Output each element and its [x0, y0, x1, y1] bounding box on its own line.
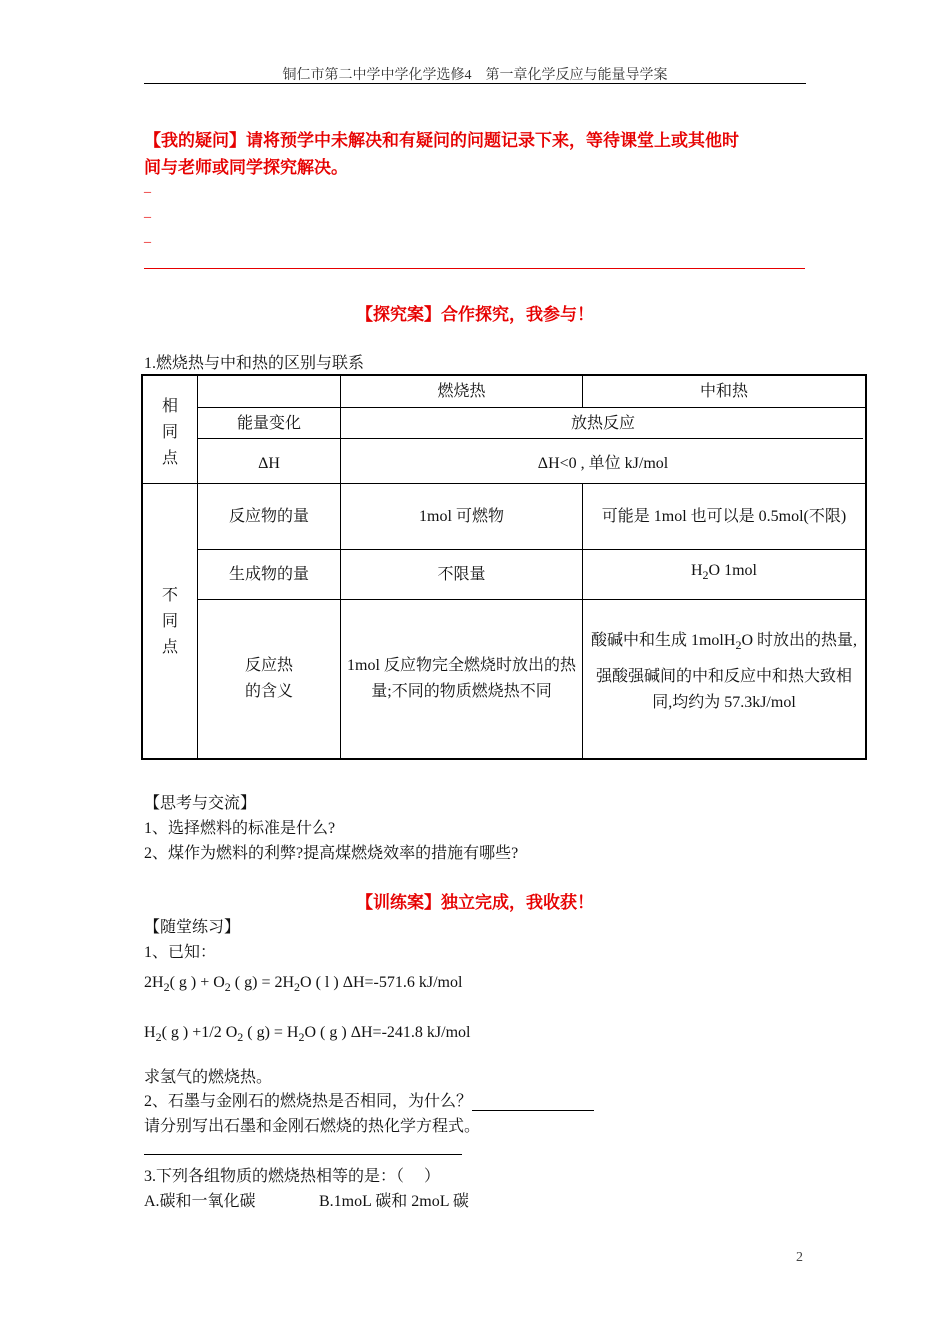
same-group-label: 相 同 点 — [161, 398, 178, 467]
question-line-2: 间与老师或同学探究解决。 — [144, 158, 348, 178]
reactant-amount-burn: 1mol 可燃物 — [419, 508, 504, 525]
reaction-heat-meaning-neutral: 酸碱中和生成 1molH$_2$O 时放出的热量, 强酸强碱间的中和反应中和热大致相 同,均约为 57.3kJ/mol — [590, 632, 857, 711]
question-2-followup: 请分别写出石墨和金刚石燃烧的热化学方程式。 — [144, 1118, 481, 1135]
reaction-heat-meaning-label: 反应热 的含义 — [244, 657, 293, 700]
question-2: 2、石墨与金刚石的燃烧热是否相同，为什么？ — [144, 1088, 594, 1111]
page-number: 2 — [796, 1250, 803, 1265]
diff-group-label: 不 同 点 — [161, 587, 178, 656]
think-question-1: 1、选择燃料的标准是什么? — [144, 820, 336, 837]
energy-change-value: 放热反应 — [570, 414, 635, 432]
answer-blank-1: _ — [144, 180, 151, 195]
table-bottom-border — [141, 758, 867, 760]
train-title: 【训练案】独立完成，我收获！ — [356, 893, 594, 913]
energy-change-label: 能量变化 — [236, 414, 301, 432]
product-amount-neutral: $H_2O$ 1mol — [690, 561, 757, 582]
table-row-line-2 — [197, 438, 863, 439]
page-header: 铜仁市第二中学中学化学选修4 第一章化学反应与能量导学案 — [282, 68, 668, 83]
answer-line — [144, 1154, 462, 1155]
header-burn-heat: 燃烧热 — [437, 383, 486, 400]
product-amount-burn: 不限量 — [437, 566, 486, 583]
question-3-option-a: A.碳和一氧化碳 — [144, 1193, 256, 1210]
question-line-1: 【我的疑问】请将预学中未解决和有疑问的问题记录下来，等待课堂上或其他时 — [144, 131, 739, 151]
product-amount-label: 生成物的量 — [228, 566, 309, 583]
table-right-border — [865, 374, 867, 760]
answer-blank-3: _ — [144, 230, 151, 245]
reactant-amount-neutral: 可能是 1mol 也可以是 0.5mol(不限) — [601, 508, 847, 525]
reactant-amount-label: 反应物的量 — [228, 508, 309, 525]
question-3-option-b: B.1moL 碳和 2moL 碳 — [319, 1193, 469, 1210]
delta-h-value: ΔH<0 , 单位 kJ/mol — [537, 454, 669, 472]
delta-h-label: ΔH — [258, 454, 280, 472]
header-neutral-heat: 中和热 — [699, 383, 748, 400]
explore-title: 【探究案】合作探究，我参与！ — [356, 305, 594, 325]
header-rule — [144, 83, 806, 84]
answer-blank-q2[interactable] — [472, 1096, 594, 1111]
equation-1: $2H_2$( g ) + $O_2$ ( $g) = 2H_2O$ ( l ) ΔH=-571.6 kJ/mol — [144, 974, 463, 994]
comparison-table — [141, 374, 867, 760]
reaction-heat-meaning-burn: 1mol 反应物完全燃烧时放出的热 量;不同的物质燃烧热不同 — [347, 657, 576, 700]
equation-2: $H_2$( g ) +1/2 $O_2$ ( $g) = H_2O$ ( g ) ΔH=-241.8 kJ/mol — [144, 1024, 471, 1044]
question-3: 3.下列各组物质的燃烧热相等的是：（ ） — [144, 1168, 441, 1185]
question-1-intro: 1、已知： — [144, 944, 217, 961]
section-1-title: 1.燃烧热与中和热的区别与联系 — [144, 355, 365, 372]
think-question-2: 2、煤作为燃料的利弊?提高煤燃烧效率的措施有哪些? — [144, 845, 519, 862]
practice-title: 【随堂练习】 — [144, 919, 241, 936]
question-1-ask: 求氢气的燃烧热。 — [144, 1069, 273, 1086]
think-title: 【思考与交流】 — [144, 795, 257, 812]
red-divider — [144, 268, 805, 269]
answer-blank-2: _ — [144, 205, 151, 220]
